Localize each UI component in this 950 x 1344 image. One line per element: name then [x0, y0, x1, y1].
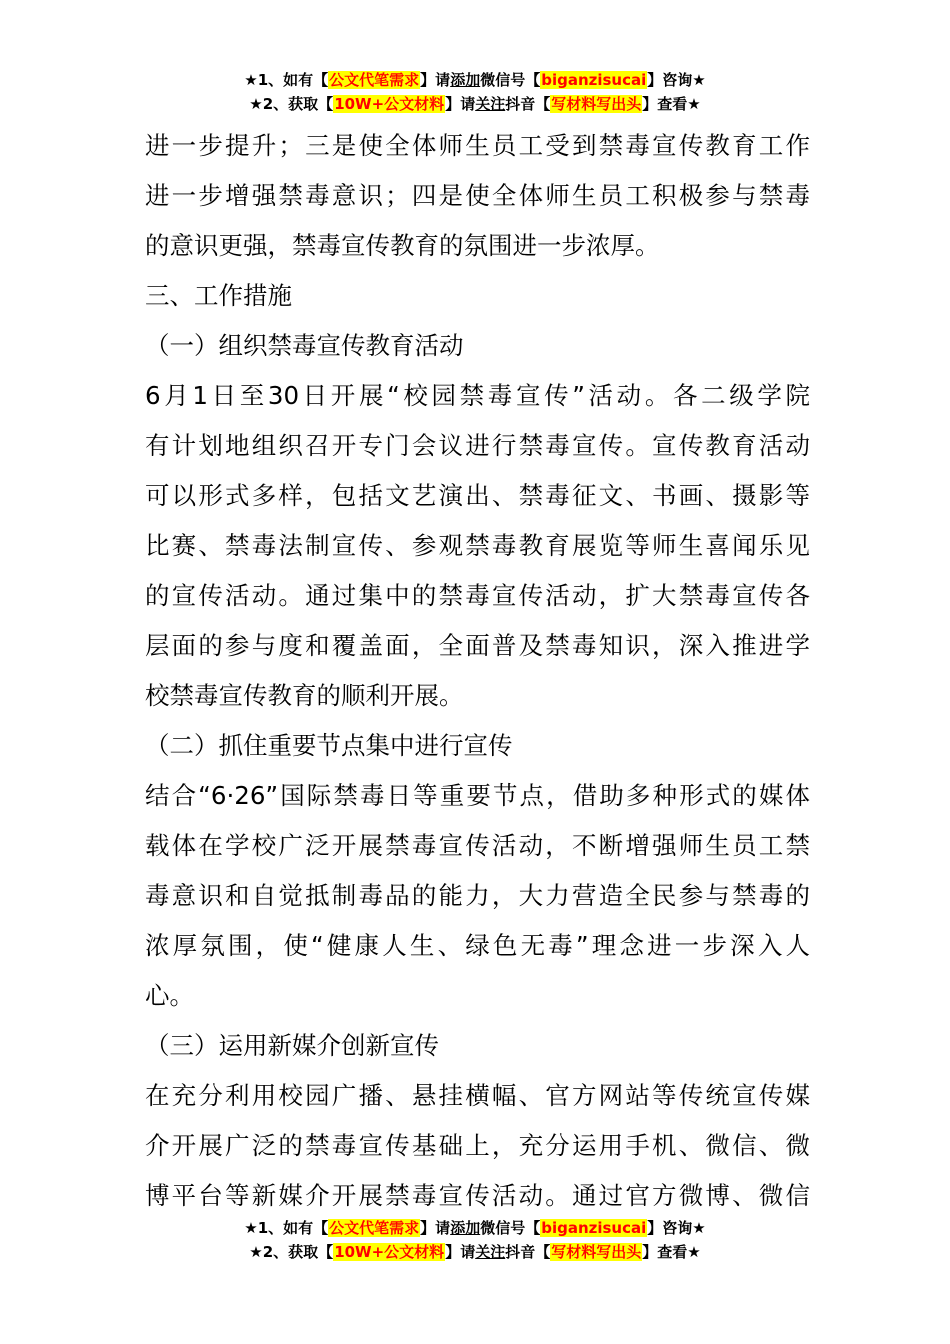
body-line: 毒意识和自觉抵制毒品的能力，大力营造全民参与禁毒的 [145, 881, 810, 910]
body-line: 博平台等新媒介开展禁毒宣传活动。通过官方微博、微信 [145, 1181, 810, 1210]
body-line: 进一步提升；三是使全体师生员工受到禁毒宣传教育工作 [145, 131, 810, 160]
subsection-heading: （一）组织禁毒宣传教育活动 [145, 331, 464, 360]
banner-underlined: 关注 [475, 1243, 506, 1261]
body-line: 心。 [145, 981, 194, 1010]
banner-text: 】查看★ [642, 1243, 701, 1261]
banner-line-1 [0, 68, 950, 92]
banner-text: 抖音【 [505, 95, 551, 113]
body-line: 层面的参与度和覆盖面，全面普及禁毒知识，深入推进学 [145, 631, 810, 660]
banner-text: 微信号【 [480, 1219, 541, 1237]
banner-highlight: 公文代笔需求 [329, 71, 420, 89]
document-body [145, 121, 810, 1221]
banner-highlight: 写材料写出头 [551, 1243, 642, 1261]
banner-text: 】请 [420, 1219, 451, 1237]
body-line: 6月1日至30日开展“校园禁毒宣传”活动。各二级学院 [145, 381, 810, 410]
body-line: 可以形式多样，包括文艺演出、禁毒征文、书画、摄影等 [145, 481, 810, 510]
banner-text: 抖音【 [505, 1243, 551, 1261]
banner-underlined: 添加 [450, 71, 481, 89]
body-line: 校禁毒宣传教育的顺利开展。 [145, 681, 464, 710]
banner-text: ★2、获取【 [249, 95, 334, 113]
footer-banner [0, 1216, 950, 1264]
banner-text: ★1、如有【 [244, 71, 329, 89]
banner-line-1 [0, 1216, 950, 1240]
banner-text: 】咨询★ [647, 71, 706, 89]
header-banner [0, 68, 950, 116]
body-line: 介开展广泛的禁毒宣传基础上，充分运用手机、微信、微 [145, 1131, 810, 1160]
body-line: 浓厚氛围，使“健康人生、绿色无毒”理念进一步深入人 [145, 931, 810, 960]
body-line: 的宣传活动。通过集中的禁毒宣传活动，扩大禁毒宣传各 [145, 581, 810, 610]
banner-text: ★2、获取【 [249, 1243, 334, 1261]
section-heading: 三、工作措施 [145, 281, 292, 310]
subsection-heading: （三）运用新媒介创新宣传 [145, 1031, 439, 1060]
body-line: 结合“6·26”国际禁毒日等重要节点，借助多种形式的媒体 [145, 781, 810, 810]
banner-line-2 [0, 92, 950, 116]
banner-text: 】请 [445, 1243, 476, 1261]
banner-highlight: 10W+公文材料 [334, 1243, 445, 1261]
banner-underlined: 添加 [450, 1219, 481, 1237]
body-line: 载体在学校广泛开展禁毒宣传活动，不断增强师生员工禁 [145, 831, 810, 860]
body-line: 比赛、禁毒法制宣传、参观禁毒教育展览等师生喜闻乐见 [145, 531, 810, 560]
banner-highlight: biganzisucai [541, 1219, 647, 1237]
banner-highlight: 公文代笔需求 [329, 1219, 420, 1237]
body-line: 的意识更强，禁毒宣传教育的氛围进一步浓厚。 [145, 231, 660, 260]
banner-text: 】请 [445, 95, 476, 113]
body-line: 有计划地组织召开专门会议进行禁毒宣传。宣传教育活动 [145, 431, 810, 460]
banner-underlined: 关注 [475, 95, 506, 113]
body-line: 进一步增强禁毒意识；四是使全体师生员工积极参与禁毒 [145, 181, 810, 210]
banner-text: 】请 [420, 71, 451, 89]
banner-text: 】咨询★ [647, 1219, 706, 1237]
banner-line-2 [0, 1240, 950, 1264]
banner-text: 】查看★ [642, 95, 701, 113]
banner-highlight: 10W+公文材料 [334, 95, 445, 113]
banner-highlight: biganzisucai [541, 71, 647, 89]
banner-text: 微信号【 [480, 71, 541, 89]
banner-text: ★1、如有【 [244, 1219, 329, 1237]
body-line: 在充分利用校园广播、悬挂横幅、官方网站等传统宣传媒 [145, 1081, 810, 1110]
banner-highlight: 写材料写出头 [551, 95, 642, 113]
subsection-heading: （二）抓住重要节点集中进行宣传 [145, 731, 513, 760]
